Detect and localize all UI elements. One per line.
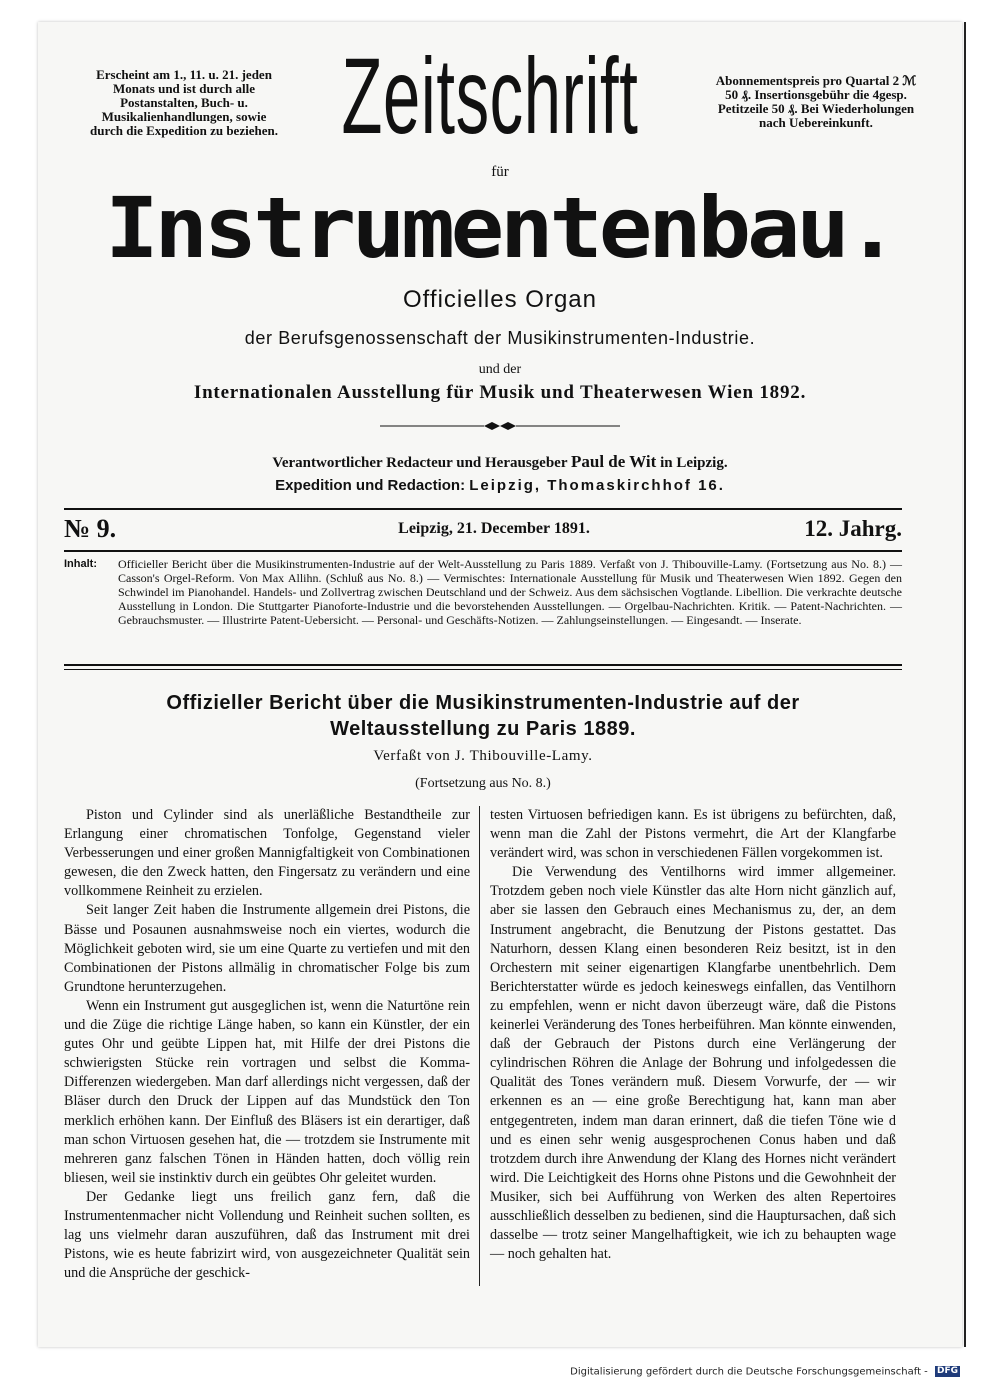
editor-name: Paul de Wit bbox=[570, 452, 657, 471]
issue-info-row bbox=[64, 514, 902, 546]
paragraph: Der Gedanke liegt uns freilich ganz fern, daß die Instrumentenmacher nicht Vollendung und Reinheit suchen sollten, es lag uns vielmehr daran auszuführen, daß das Instrument mit drei Pistons, wie es heute fabrizirt wird, von ausgezeichneter Qualität sein und die Ansprüche der geschick- bbox=[64, 1188, 470, 1282]
dfg-logo: DFG bbox=[936, 1366, 958, 1376]
article-continuation-note: (Fortsetzung aus No. 8.) bbox=[415, 776, 551, 791]
masthead-title-instrumentenbau: Instrumentenbau. bbox=[105, 179, 895, 277]
ornament-divider-icon bbox=[380, 418, 620, 434]
issue-number: № 9. bbox=[64, 514, 117, 543]
paragraph: Seit langer Zeit haben die Instrumente allgemein drei Pistons, die Bässe und Posaunen ausnahmsweise noch ein viertes, wodurch die Möglichkeit geboten wird, sie um eine Quarte zu vertiefen und mit den Combinationen der Pistons allmälig in chromatischer Folge bis zum Grundtone herunterzugehen. bbox=[64, 902, 470, 995]
paragraph: Wenn ein Instrument gut ausgeglichen ist, wenn die Naturtöne rein und die Züge die richtige Länge haben, so kann ein Künstler, der ein gutes Ohr und geübte Lippen hat, mit Hilfe der drei Pistons die schwierigsten Stücke rein vortragen und selbst die Komma-Differenzen wiedergeben. Man darf allerdings nicht vergessen, daß der Bläser durch den Druck der Lippen auf das Mundstück den Ton merklich erhöhen kann. Der Einfluß des Bläsers ist ein derartiger, daß man schon Virtuosen gesehen hat, die — trotzdem sie Instrumente mit mehreren ganz falschen Tönen in Händen hatten, doch völlig rein bliesen, weil sie instinktiv durch ein geübtes Ohr geleitet wurden. bbox=[64, 997, 470, 1186]
expedition-line bbox=[40, 477, 960, 494]
subtitle-official-organ: Officielles Organ bbox=[403, 286, 597, 313]
article-title-line-1: Offizieller Bericht über die Musikinstrumenten-Industrie auf der bbox=[166, 692, 800, 714]
paragraph: Piston und Cylinder sind als unerläßliche Bestandtheile zur Erlangung einer chromatischen Tonfolge, Gegenstand vieler Verbesserungen und einer großen Mannigfaltigkeit von Combinationen gewesen, die den Zweck hatten, den Fingersatz zu verändern und eine vollkommene Reinheit zu erzielen. bbox=[64, 807, 470, 900]
issue-date: Leipzig, 21. December 1891. bbox=[398, 520, 590, 537]
rule-above-article-2 bbox=[64, 669, 902, 670]
contents-text: Officieller Bericht über die Musikinstrumenten-Industrie auf der Welt-Ausstellung zu Paris 1889. Verfaßt von J. Thibouville-Lamy. (Fortsetzung aus No. 8.) — Casson's Orgel-Reform. Von Max Allihn. (Schluß aus No. 8.) — Vermischtes: Internationale Ausstellung für Musik und Theaterwesen Wien 1892. Gegen den Schwindel im Pianohandel. Handels- und Zollvertrag zwischen Deutschland und der Schweiz. Aus dem sächsischen Vogtlande. Libellion. Die verkrachte deutsche Ausstellung in London. Die Stuttgarter Pianoforte-Industrie und die bevorstehenden Ausstellungen. — Orgelbau-Nachrichten. Kritik. — Patent-Nachrichten. — Gebrauchsmuster. — Illustrirte Patent-Uebersicht. — Personal- und Geschäfts-Notizen. — Zahlungseinstellungen. — Eingesandt. — Inserate. bbox=[118, 557, 902, 627]
und-der-line: und der bbox=[478, 362, 522, 377]
article-title-line-2: Weltausstellung zu Paris 1889. bbox=[330, 718, 636, 740]
paragraph: testen Virtuosen befriedigen kann. Es ist übrigens zu befürchten, daß, wenn man die Zahl der Pistons vermehrt, die Art der Klangfarbe verändert wird, was schon in verschiedenen Fällen vorgekommen ist. bbox=[490, 807, 896, 862]
issue-year: 12. Jahrg. bbox=[804, 516, 902, 541]
subscription-price-note: Abonnementspreis pro Quartal 2 ℳ 50 ₰. Insertionsgebühr die 4gesp. Petitzeile 50 ₰. Bei Wiederholungen nach Uebereinkunft. bbox=[715, 73, 917, 130]
rule-below-issue bbox=[64, 550, 902, 552]
publication-schedule-note: Erscheint am 1., 11. u. 21. jeden Monats und ist durch alle Postanstalten, Buch- u. Musikalienhandlungen, sowie durch die Expedition zu beziehen. bbox=[90, 67, 278, 138]
table-of-contents bbox=[64, 557, 902, 627]
rule-above-article-1 bbox=[64, 664, 902, 666]
rule-above-issue bbox=[64, 508, 902, 510]
article-column-right bbox=[490, 806, 896, 1264]
masthead-title-zeitschrift: Zeitschrift bbox=[341, 35, 639, 156]
exhibition-line: Internationalen Ausstellung für Musik und Theaterwesen Wien 1892. bbox=[193, 382, 807, 403]
editor-prefix: Verantwortlicher Redacteur und Herausgeber bbox=[272, 455, 568, 471]
editor-line bbox=[40, 452, 960, 472]
article-byline: Verfaßt von J. Thibouville-Lamy. bbox=[373, 748, 593, 764]
expedition-prefix: Expedition und Redaction: bbox=[275, 477, 466, 494]
credit-text: Digitalisierung gefördert durch die Deutsche Forschungsgemeinschaft - bbox=[570, 1366, 928, 1378]
masthead-fuer: für bbox=[491, 164, 509, 180]
article-column-left bbox=[64, 806, 470, 1283]
expedition-address: Leipzig, Thomaskirchhof 16. bbox=[469, 477, 725, 494]
column-divider bbox=[479, 806, 480, 1286]
contents-label: Inhalt: bbox=[64, 558, 97, 570]
editor-suffix: in Leipzig. bbox=[660, 455, 728, 471]
digitization-credit bbox=[570, 1366, 960, 1378]
paragraph: Die Verwendung des Ventilhorns wird immer allgemeiner. Trotzdem geben noch viele Künstler das alte Horn nicht gänzlich auf, aber sie lassen den Gebrauch eines Mechanismus zu, der, an dem Instrument angebracht, die Benutzung der Pistons gestattet. Das Naturhorn, dessen Klang einen besonderen Reiz besitzt, ist in den Orchestern mit seiner eigenartigen Klangfarbe unentbehrlich. Dem Berichterstatter würde es jedoch keineswegs einfallen, das Ventilhorn zu empfehlen, wenn er nicht davon überzeugt wäre, daß die Pistons keinerlei Veränderung des Tones herbeiführen. Man könnte einwenden, daß der Gebrauch der Pistons durch eine Verlängerung der cylindrischen Röhren die Anlage der Bohrung und infolgedessen die Qualität des Tones verändern muß. Diesem Vorwurfe, der — wir erkennen es an — eine große Berechtigung hat, kann man aber entgegentreten, indem man daran erinnert, daß die tiefen Töne wie d und es einen sehr wenig ausgesprochenen Conus haben und daß trotzdem durch ihre Anwendung der Klang des Hornes nicht verändert wird. Die Leichtigkeit des Horns ohne Pistons und die Gewohnheit der Musiker, sich bei Aufführung von Werken des alten Repertoires ausschließlich desselben zu bedienen, sind die Hauptursachen, daß sich dasselbe — trotz seiner Mangelhaftigkeit, wie ich zu behaupten wage — noch gehalten hat. bbox=[490, 864, 896, 1263]
article-title bbox=[64, 690, 902, 742]
organization-line: der Berufsgenossenschaft der Musikinstrumenten-Industrie. bbox=[244, 328, 756, 348]
